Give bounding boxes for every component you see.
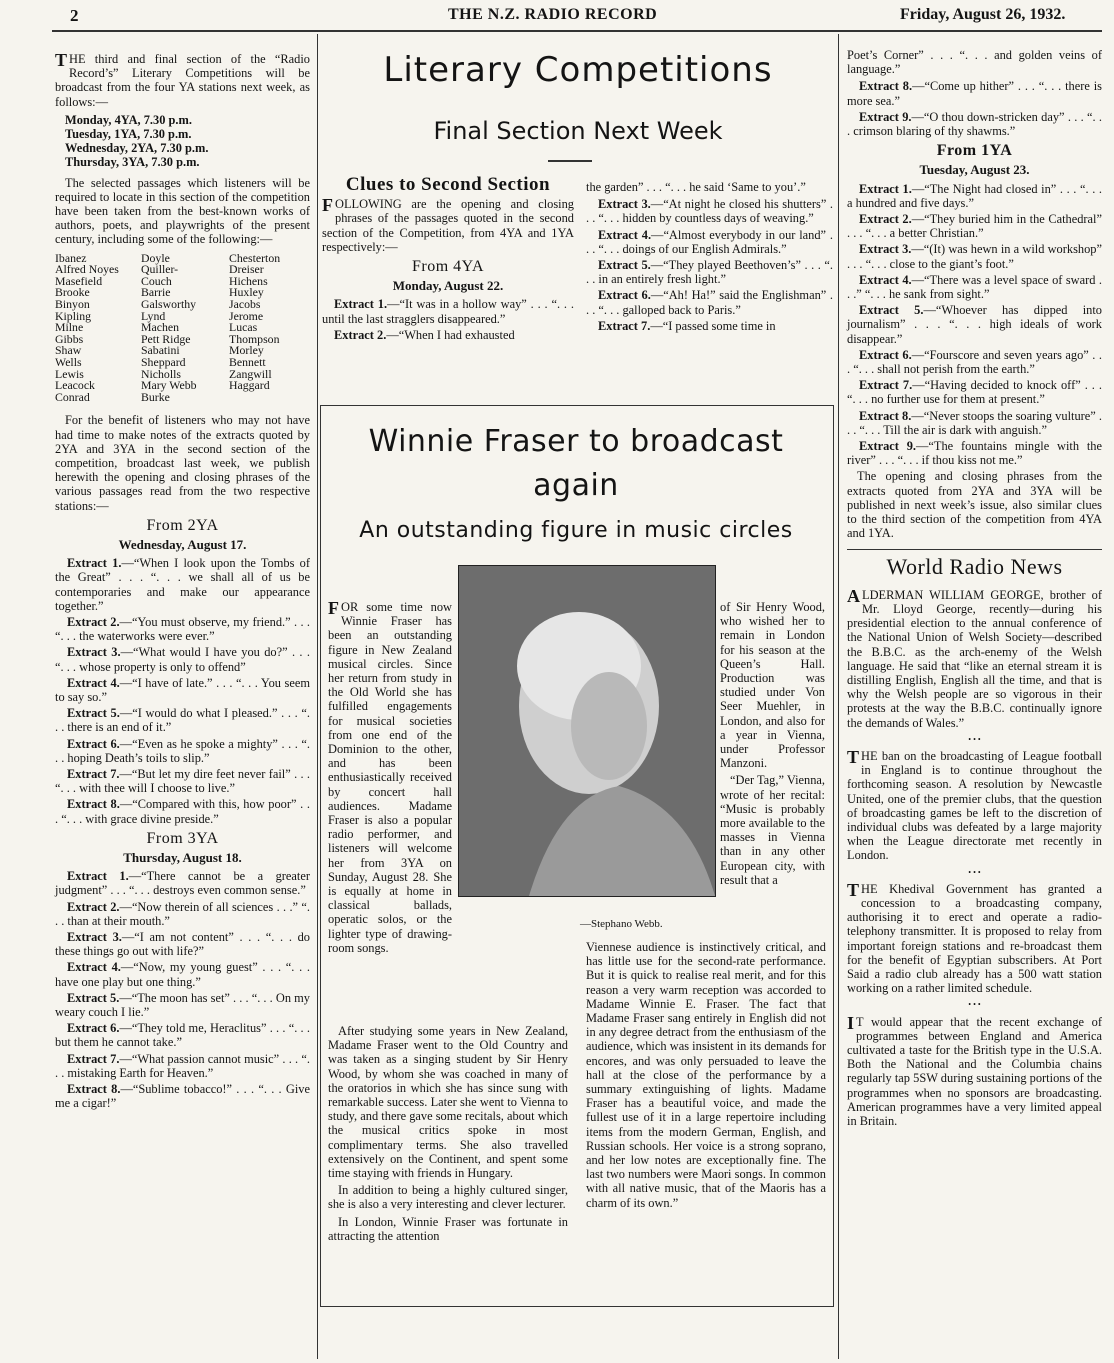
extract-item [322, 297, 574, 325]
extract-label: Extract 5. [67, 990, 120, 1005]
clues-column-a [322, 174, 574, 344]
extract-item [55, 930, 310, 958]
extract-text: —“You must observe, my friend.” . . . “. . . the waterworks were ever.” [55, 615, 310, 644]
extract-item [55, 676, 310, 704]
extract-label: Extract 5. [67, 706, 120, 721]
author-name: Milne [55, 320, 84, 335]
extract-text: —“Whoever has dipped into journalism” . . . “. . . high ideals of work disappear.” [847, 303, 1102, 346]
extract-text: —“Come up hither” . . . “. . . there is more sea.” [847, 79, 1102, 108]
extract-text: —“I am not content” . . . “. . . do these things go out with life?” [55, 930, 310, 959]
author-name: Couch [141, 273, 172, 288]
extract-label: Extract 3. [859, 242, 912, 257]
author-name: Gibbs [55, 331, 84, 346]
extract-label: Extract 7. [67, 767, 120, 782]
author-name: Sabatini [141, 343, 180, 358]
extract-label: Extract 4. [598, 227, 652, 242]
winnie-bottom-left-text [328, 1024, 568, 1246]
extract-text: —“Almost everybody in our land” . . . “. . . doings of our English Admirals.” [586, 227, 833, 256]
author-name: Lynd [141, 308, 166, 323]
world-radio-news-heading: World Radio News [886, 553, 1063, 579]
extract-item [55, 797, 310, 825]
extracts-3ya [55, 869, 310, 1110]
extract-label: Extract 4. [859, 272, 912, 287]
extract-continuation: Poet’s Corner” . . . “. . . and golden veins of language.” [847, 48, 1102, 77]
left-column [55, 52, 310, 1113]
author-name: Machen [141, 320, 179, 335]
extract-item [55, 767, 310, 795]
date-4ya: Monday, August 22. [392, 278, 504, 294]
extract-text: —“Sublime tobacco!” . . . “. . . Give me a cigar!” [55, 1082, 310, 1111]
extract-label: Extract 1. [67, 556, 122, 571]
winnie-left-text [328, 600, 452, 958]
author-name: Alfred Noyes [55, 262, 119, 277]
schedule-line: Wednesday, 2YA, 7.30 p.m. [65, 141, 209, 156]
main-subhead: Final Section Next Week [433, 117, 723, 145]
portrait-photo [458, 565, 716, 897]
author-name: Bennett [229, 354, 266, 369]
clues-column-b [586, 180, 833, 335]
extract-item [55, 991, 310, 1019]
extract-label: Extract 9. [859, 109, 912, 124]
winnie-paragraph-2: After studying some years in New Zealand, Madame Fraser went to the Old Country and was taken as a singing student by Sir Henry Wood, by whom she was coached in many of the oratorios in which she has since sung with remarkable success. Later she went to Vienna to study, and there gave some recitals, about which the musical critics spoke in most complimentary terms. She also travelled extensively on the Continent, and spent some time staying with friends in Hungary. [328, 1024, 568, 1181]
extracts-4ya-part1 [322, 297, 574, 342]
extract-text: —“There cannot be a greater judgment” . . . “. . . destroys even common sense.” [55, 869, 310, 898]
author-name: Nicholls [141, 366, 181, 381]
clues-intro: F OLLOWING are the opening and closing phrases of the passages quoted in the second section of the Competition, from 4YA and 1YA respectively:— [322, 195, 574, 254]
extract-label: Extract 2. [334, 327, 387, 342]
winnie-subheadline: An outstanding figure in music circles [359, 518, 793, 543]
right-column [847, 48, 1102, 1131]
extract-label: Extract 6. [67, 1021, 120, 1036]
separator-dots: • • • [968, 734, 981, 744]
news-item: T HE Khedival Government has granted a concession to a broadcasting company, authorising it to erect and operate a radio-telephony transmitter. It is proposed to relay from important foreign stations and re-broadcast them for the benefit of Egyptian subscribers. At Port Said a radio club already has a 500 watt station working on a rather limited schedule. [847, 879, 1102, 996]
author-name: Lewis [55, 366, 84, 381]
header-rule [52, 30, 1102, 32]
extract-label: Extract 8. [859, 79, 913, 94]
drop-cap: F [328, 598, 339, 618]
author-name: Thompson [229, 331, 280, 346]
author-name: Burke [141, 389, 170, 404]
extract-text: —“There was a level space of sward . . .” “. . . he sank from sight.” [847, 272, 1102, 302]
selected-passages-paragraph: The selected passages which listeners will be required to locate in this section of the competition have been taken from the best-known works of authors, poets, and playwrights of the present century, including some of the following:— [55, 175, 310, 247]
author-list [55, 250, 310, 404]
author-name: Doyle [141, 250, 170, 265]
extract-item [55, 615, 310, 643]
extract-item [847, 212, 1102, 240]
section-heading-3ya: From 3YA [146, 829, 219, 847]
author-name: Zangwill [229, 366, 272, 381]
extract-label: Extract 3. [598, 197, 651, 212]
date-1ya: Tuesday, August 23. [919, 162, 1030, 178]
extract-item [847, 182, 1102, 210]
clues-heading: Clues to Second Section [345, 174, 551, 195]
extract-label: Extract 1. [859, 181, 912, 196]
winnie-right-paragraph-1: of Sir Henry Wood, who wished her to remain in London for his season at the Queen’s Hall. Production was studied under Von Seer Muehler, in London, and also for a year in Vienna, under Professor Manzoni. [720, 600, 825, 771]
extract-item [55, 556, 310, 613]
extract-item [586, 319, 833, 333]
winnie-right-paragraph-2: “Der Tag,” Vienna, wrote of her recital: “Music is probably more available to the masses in Vienna than in any other European city, with result that a [720, 773, 825, 887]
winnie-paragraph-4: In London, Winnie Fraser was fortunate in attracting the attention [328, 1214, 568, 1243]
section-heading-4ya: From 4YA [411, 258, 484, 276]
extract-continuation: the garden” . . . “. . . he said ‘Same to you’.” [586, 180, 806, 194]
extract-item [847, 303, 1102, 346]
schedule-line: Thursday, 3YA, 7.30 p.m. [65, 155, 200, 170]
extract-label: Extract 1. [67, 869, 129, 884]
extract-text: —“Having decided to knock off” . . . “. . . no further use for them at present.” [847, 378, 1102, 407]
extract-label: Extract 2. [67, 899, 120, 914]
extract-text: —“The moon has set” . . . “. . . On my weary couch I lie.” [55, 990, 310, 1020]
author-name: Shaw [55, 343, 82, 358]
extracts-1ya [847, 182, 1102, 468]
extract-text: —“Even as he spoke a mighty” . . . “. . . hoping Death’s toils to slip.” [55, 736, 310, 765]
closing-paragraph: The opening and closing phrases from the extracts quoted from 2YA and 3YA will be published in next week’s issue, also similar clues to the third section of the competition from 4YA and 1YA. [847, 469, 1102, 541]
author-name: Binyon [55, 297, 90, 312]
news-item: T HE ban on the broadcasting of League football in England is to continue throughout the forthcoming season. A resolution by Newcastle United, one of the premier clubs, that the question of broadcasting games be left to the discretion of individual clubs was defeated by a large majority when the League directorate met recently in London. [847, 746, 1102, 863]
extract-item [55, 900, 310, 928]
drop-cap: A [847, 585, 860, 606]
author-name: Masefield [55, 273, 103, 288]
issue-date: Friday, August 26, 1932. [900, 6, 1066, 23]
subhead-rule [548, 160, 592, 162]
extract-item [847, 439, 1102, 467]
schedule-line: Monday, 4YA, 7.30 p.m. [65, 112, 192, 127]
separator-dots: • • • [968, 1000, 981, 1010]
author-name: Jerome [229, 308, 264, 323]
drop-cap: F [322, 195, 333, 216]
author-name: Brooke [55, 285, 90, 300]
extract-text: —“When I had exhausted [386, 327, 515, 342]
extract-text: —“I have of late.” . . . “. . . You seem to say so.” [55, 675, 310, 705]
extract-item [55, 737, 310, 765]
extract-text: —“(It) was hewn in a wild workshop” . . . “. . . close to the giant’s foot.” [847, 242, 1102, 271]
author-name: Quiller- [141, 262, 179, 277]
extract-label: Extract 5. [859, 303, 924, 318]
extracts-2ya [55, 556, 310, 826]
news-item: A LDERMAN WILLIAM GEORGE, brother of Mr. Lloyd George, recently—during his presidential election to the annual conference of the National Union of Welsh Society—described the B.B.C. as the arch-enemy of the Welsh language. He said that “like an eternal stream it is distilling English, English all the time, and that is why the Welsh people are so vigorous in their protests at the way the B.B.C. continually ignore the demands of Wales.” [847, 585, 1102, 730]
extract-item [586, 228, 833, 256]
winnie-right-text [720, 600, 825, 890]
author-name: Mary Webb [141, 378, 197, 393]
author-name [229, 392, 310, 404]
winnie-headline: Winnie Fraser to broadcast again [368, 424, 784, 503]
winnie-paragraph-3: In addition to being a highly cultured singer, she is also a very interesting and clever lecturer. [328, 1183, 568, 1212]
extract-label: Extract 8. [67, 797, 120, 812]
extract-text: —“I would do what I pleased.” . . . “. . . there is an end of it.” [55, 706, 310, 735]
extract-text: —“Now therein of all sciences . . .” “. . . than at their mouth.” [55, 899, 310, 928]
extract-label: Extract 1. [334, 297, 388, 312]
page-number: 2 [70, 6, 79, 25]
extract-label: Extract 8. [859, 408, 912, 423]
extract-text: —“The Night had closed in” . . . “. . . a hundred and five days.” [847, 181, 1102, 210]
schedule-line: Tuesday, 1YA, 7.30 p.m. [65, 127, 192, 142]
news-item: I T would appear that the recent exchange of programmes between England and America cultivated a taste for the British type in the U.S.A. Both the National and the Columbia chains regularly tap 5SW during sustaining portions of the programmes when no sponsors are broadcasting. American programmes have a very limited appeal in Britain. [847, 1012, 1102, 1129]
extract-text: —“It was in a hollow way” . . . “. . . until the last stragglers disappeared.” [322, 297, 574, 326]
extract-label: Extract 2. [859, 212, 912, 227]
author-name: Galsworthy [141, 297, 197, 312]
photo-credit: —Stephano Webb. [580, 918, 663, 930]
portrait-illustration [459, 566, 715, 896]
extract-text: —“At night he closed his shutters” . . . “. . . hidden by countless days of weaving.” [586, 197, 833, 226]
extract-text: —“Fourscore and seven years ago” . . . “. . . shall not perish from the earth.” [847, 347, 1102, 377]
extract-item [586, 258, 833, 286]
author-name: Chesterton [229, 250, 281, 265]
author-name: Conrad [55, 389, 90, 404]
extract-item [55, 1021, 310, 1049]
extract-text: —“Now, my young guest” . . . “. . . have one play but one thing.” [55, 960, 310, 989]
extract-label: Extract 4. [67, 960, 121, 975]
author-name: Morley [229, 343, 264, 358]
drop-cap: T [55, 50, 68, 70]
extract-item [55, 869, 310, 897]
extract-text: —“What passion cannot music” . . . “. . . mistaking Earth for Heaven.” [55, 1051, 310, 1080]
extract-item [847, 79, 1102, 107]
author-name: Ibanez [55, 250, 87, 265]
extract-label: Extract 3. [67, 645, 121, 660]
extract-item [586, 288, 833, 316]
extract-text: —“When I look upon the Tombs of the Great” . . . “. . . we shall all of us be contemporaries and make our appearance together.” [55, 556, 310, 613]
extract-text: —“I passed some time in [650, 318, 776, 333]
drop-cap: T [847, 746, 860, 767]
section-heading-2ya: From 2YA [146, 516, 219, 534]
section-rule [847, 549, 1102, 550]
extract-item [55, 960, 310, 988]
extract-item [847, 409, 1102, 437]
extract-item [55, 1052, 310, 1080]
author-name: Huxley [229, 285, 264, 300]
extract-label: Extract 6. [67, 736, 120, 751]
date-3ya: Thursday, August 18. [123, 850, 242, 866]
extract-label: Extract 2. [67, 615, 120, 629]
extract-item [55, 645, 310, 673]
extract-label: Extract 9. [859, 439, 916, 454]
extract-text: —“What would I have you do?” . . . “. . . whose property is only to offend” [55, 645, 310, 674]
extract-label: Extract 3. [67, 930, 122, 945]
extract-label: Extract 8. [67, 1082, 121, 1097]
author-name: Hichens [229, 273, 268, 288]
extract-text: —“But let my dire feet never fail” . . . “. . . with thee will I choose to live.” [55, 767, 310, 796]
extract-text: —“The fountains mingle with the river” . . . “. . . if thou kiss not me.” [847, 439, 1102, 468]
author-name: Sheppard [141, 354, 186, 369]
benefit-paragraph: For the benefit of listeners who may not have had time to make notes of the extracts quoted by 2YA and 3YA in the second section of the competition, broadcast last week, we publish herewith the opening and closing phrases of the various passages read from the two respective stations:— [55, 413, 310, 513]
extract-item [847, 273, 1102, 301]
extract-label: Extract 7. [598, 318, 651, 333]
extract-item [847, 348, 1102, 376]
drop-cap: T [847, 879, 860, 900]
column-rule-2 [838, 34, 839, 1359]
column-rule-1 [317, 34, 318, 1359]
author-name: Pett Ridge [141, 331, 191, 346]
extract-item [847, 378, 1102, 406]
date-2ya: Wednesday, August 17. [118, 536, 247, 552]
author-name: Dreiser [229, 262, 264, 277]
main-headline: Literary Competitions [383, 50, 773, 90]
extracts-4ya-part3 [847, 79, 1102, 138]
drop-cap: I [847, 1012, 855, 1033]
extract-text: —“Ah! Ha!” said the Englishman” . . . “. . . galloped back to Paris.” [586, 288, 833, 317]
intro-paragraph: T HE third and final section of the “Radio Record’s” Literary Competitions will be broadcast from the four YA stations next week, as follows:— [55, 50, 310, 109]
author-name: Leacock [55, 378, 95, 393]
extract-label: Extract 5. [598, 258, 651, 273]
extract-text: —“They buried him in the Cathedral” . . . “. . . a better Christian.” [847, 212, 1102, 241]
extract-label: Extract 7. [859, 378, 913, 393]
broadcast-schedule [65, 113, 310, 170]
author-name: Lucas [229, 320, 258, 335]
extract-text: —“They played Beethoven’s” . . . “. . . in an entirely fresh light.” [586, 258, 833, 287]
author-name: Wells [55, 354, 82, 369]
winnie-paragraph-5: Viennese audience is instinctively critical, and has little use for the second-rate performance. But it is quick to realise real merit, and for this reason a very warm reception was accorded to Madame Winnie E. Fraser. The fact that Madame Fraser sang entirely in English did not in any degree detract from the enthusiasm of the audience, which was insistent in its demands for encores, and was only persuaded to leave the hall at the close of the performance by a summary extinguishing of lights. Madame Fraser has a beautiful voice, and made the fullest use of it in a large repertoire including items from the modern German, English, and Russian schools. Her voice is a strong soprano, and her low notes are exceptionally fine. The last two numbers were Maori songs. In common with all native music, that of the Maoris has a charm of its own.” [586, 940, 826, 1210]
author-name: Jacobs [229, 297, 261, 312]
winnie-bottom-right-text [586, 940, 826, 1213]
author-name: Haggard [229, 378, 270, 393]
extract-item [322, 328, 574, 342]
author-name: Kipling [55, 308, 92, 323]
section-heading-1ya: From 1YA [936, 142, 1013, 160]
separator-dots: • • • [968, 867, 981, 877]
extracts-4ya-part2 [586, 197, 833, 333]
masthead: THE N.Z. RADIO RECORD [448, 6, 658, 23]
extract-text: —“O thou down-stricken day” . . . “. . . crimson blaring of thy shawms.” [847, 109, 1102, 139]
extract-item [586, 197, 833, 225]
extract-item [847, 110, 1102, 138]
extract-label: Extract 7. [67, 1051, 120, 1066]
extract-label: Extract 6. [598, 288, 651, 303]
extract-label: Extract 4. [67, 675, 120, 690]
extract-text: —“They told me, Heraclitus” . . . “. . . but them he cannot take.” [55, 1021, 310, 1050]
extract-label: Extract 6. [859, 347, 912, 362]
extract-text: —“Compared with this, how poor” . . . “. . . with grace divine preside.” [55, 797, 310, 826]
extract-item [55, 706, 310, 734]
extract-text: —“Never stoops the soaring vulture” . . . “. . . Till the air is dark with anguish.” [847, 408, 1102, 437]
extract-item [847, 242, 1102, 270]
extract-item [55, 1082, 310, 1110]
winnie-paragraph-1: F OR some time now Winnie Fraser has been an outstanding figure in New Zealand musical circles. Since her return from study in the Old World she has fulfilled engagements for musical societies from one end of the Dominion to the other, and has been enthusiastically received by concert hall audiences. Madame Fraser is also a popular radio performer, and listeners will welcome her from 3YA on Sunday, August 28. She is equally at home in classical ballads, operatic solos, or the lighter type of drawing-room songs. [328, 598, 452, 955]
author-name: Barrie [141, 285, 171, 300]
